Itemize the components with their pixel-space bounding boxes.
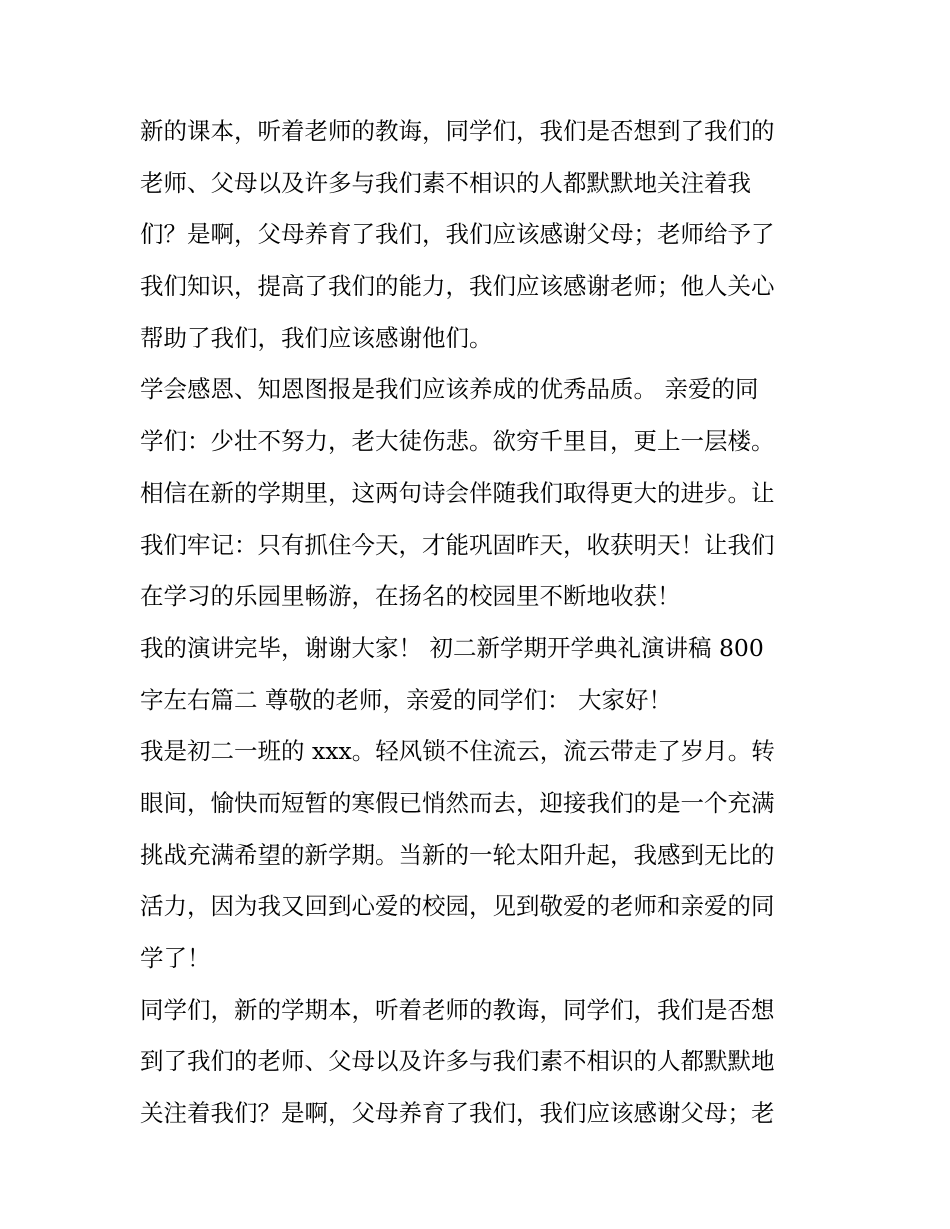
text-line: 我的演讲完毕，谢谢大家！ 初二新学期开学典礼演讲稿 800 [140,633,764,662]
text-line: 们？是啊，父母养育了我们，我们应该感谢父母；老师给予了 [140,220,775,249]
document-body [140,106,820,1140]
text-line: 老师、父母以及许多与我们素不相识的人都默默地关注着我 [140,168,751,197]
text-line: 学会感恩、知恩图报是我们应该养成的优秀品质。 亲爱的同 [140,375,759,404]
text-line: 到了我们的老师、父母以及许多与我们素不相识的人都默默地 [140,1047,775,1076]
text-line: 学们：少壮不努力，老大徒伤悲。欲穷千里目，更上一层楼。 [140,427,775,456]
text-line: 挑战充满希望的新学期。当新的一轮太阳升起，我感到无比的 [140,840,775,869]
text-line: 帮助了我们，我们应该感谢他们。 [140,323,493,352]
text-line: 学了！ [140,944,211,972]
text-line: 活力，因为我又回到心爱的校园，见到敬爱的老师和亲爱的同 [140,892,775,921]
text-line: 在学习的乐园里畅游，在扬名的校园里不断地收获！ [140,582,681,611]
text-line: 新的课本，听着老师的教诲，同学们，我们是否想到了我们的 [140,117,775,145]
text-line: 我们知识，提高了我们的能力，我们应该感谢老师；他人关心 [140,272,775,301]
text-line: 关注着我们？是啊，父母养育了我们，我们应该感谢父母；老 [140,1099,775,1128]
text-line: 我们牢记：只有抓住今天，才能巩固昨天，收获明天！让我们 [140,530,775,559]
text-line: 我是初二一班的 xxx。轻风锁不住流云，流云带走了岁月。转 [140,737,775,766]
text-line: 字左右篇二 尊敬的老师，亲爱的同学们： 大家好！ [140,685,672,714]
text-line: 同学们，新的学期本，听着老师的教诲，同学们，我们是否想 [140,995,775,1024]
text-line: 相信在新的学期里，这两句诗会伴随我们取得更大的进步。让 [140,478,775,507]
text-line: 眼间，愉快而短暂的寒假已悄然而去，迎接我们的是一个充满 [140,788,775,817]
